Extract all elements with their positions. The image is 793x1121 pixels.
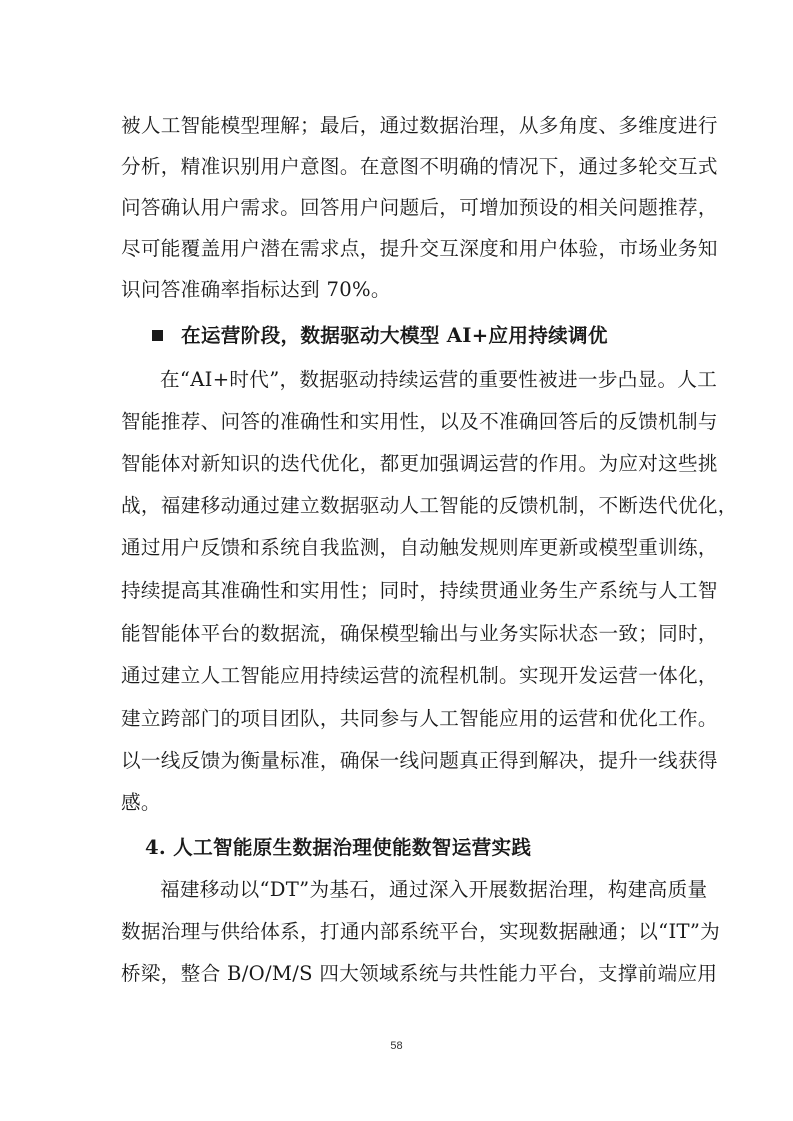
paragraph-2-line-2: 智能推荐、问答的准确性和实用性，以及不准确回答后的反馈机制与 <box>121 410 718 433</box>
paragraph-1-line-1: 被人工智能模型理解；最后，通过数据治理，从多角度、多维度进行 <box>121 114 718 137</box>
paragraph-2-line-5: 通过用户反馈和系统自我监测，自动触发规则库更新或模型重训练， <box>121 536 718 559</box>
bullet-heading <box>152 316 672 356</box>
paragraph-3-line-1: 福建移动以“DT”为基石，通过深入开展数据治理，构建高质量 <box>160 878 708 901</box>
section-heading: 4. 人工智能原生数据治理使能数智运营实践 <box>145 836 532 859</box>
bullet-heading-text: 在运营阶段，数据驱动大模型 AI+应用持续调优 <box>181 324 608 347</box>
paragraph-2-line-6: 持续提高其准确性和实用性；同时，持续贯通业务生产系统与人工智 <box>121 579 718 602</box>
square-bullet-icon <box>152 330 163 341</box>
paragraph-2-line-3: 智能体对新知识的迭代优化，都更加强调运营的作用。为应对这些挑 <box>121 452 718 475</box>
paragraph-2-line-8: 通过建立人工智能应用持续运营的流程机制。实现开发运营一体化， <box>121 664 718 687</box>
paragraph-1-line-2: 分析，精准识别用户意图。在意图不明确的情况下，通过多轮交互式 <box>121 155 718 178</box>
paragraph-1-line-3: 问答确认用户需求。回答用户问题后，可增加预设的相关问题推荐， <box>121 196 718 219</box>
page-number: 58 <box>390 1040 403 1052</box>
paragraph-1-line-5: 识问答准确率指标达到 70%。 <box>121 278 391 301</box>
paragraph-1-line-4: 尽可能覆盖用户潜在需求点，提升交互深度和用户体验，市场业务知 <box>121 237 718 260</box>
paragraph-2-line-11: 感。 <box>121 791 161 814</box>
paragraph-2-line-9: 建立跨部门的项目团队，共同参与人工智能应用的运营和优化工作。 <box>121 707 718 730</box>
paragraph-2-line-7: 能智能体平台的数据流，确保模型输出与业务实际状态一致；同时， <box>121 622 718 645</box>
paragraph-3-line-3: 桥梁，整合 B/O/M/S 四大领域系统与共性能力平台，支撑前端应用 <box>121 962 718 985</box>
paragraph-2-line-4: 战，福建移动通过建立数据驱动人工智能的反馈机制，不断迭代优化， <box>121 494 738 517</box>
paragraph-2-line-1: 在“AI+时代”，数据驱动持续运营的重要性被进一步凸显。人工 <box>160 368 718 391</box>
paragraph-3-line-2: 数据治理与供给体系，打通内部系统平台，实现数据融通；以“IT”为 <box>121 920 721 943</box>
paragraph-2-line-10: 以一线反馈为衡量标准，确保一线问题真正得到解决，提升一线获得 <box>121 749 718 772</box>
